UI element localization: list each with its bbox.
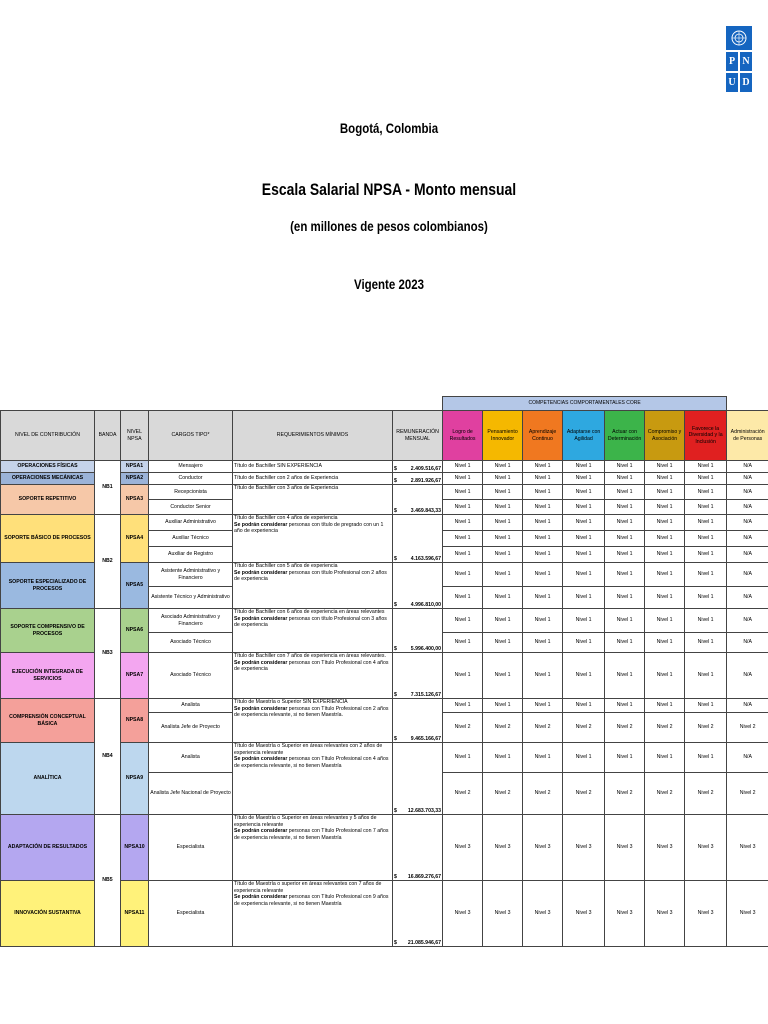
requirement-line: personas con Título Profesional con 7 años de experiencia relevante, si no tienen Maestría [234,828,389,841]
category-cell: ADAPTACIÓN DE RESULTADOS [1,815,95,881]
level-cell: Nivel 3 [443,881,483,947]
requirement-cell [233,515,393,563]
requirement-line: Título de Bachiller con 4 años de experiencia [234,515,338,521]
level-cell: Nivel 1 [685,699,727,713]
currency-symbol: $ [394,645,397,652]
level-cell: Nivel 3 [483,815,523,881]
requirement-line: personas con Título Profesional con 4 años de experiencia relevante, si no tienen Maestría [234,756,389,769]
level-cell: Nivel 3 [645,815,685,881]
category-cell: SOPORTE REPETITIVO [1,485,95,515]
level-cell: Nivel 1 [685,500,727,515]
header-group-row [1,397,768,411]
requirement-line: personas con título de pregrado con un 1 año de experiencia [234,521,384,534]
level-cell: N/A [727,531,768,547]
level-cell: Nivel 1 [483,743,523,773]
level-cell: Nivel 1 [443,587,483,609]
logo-letter: D [740,73,752,92]
position-cell: Especialista [149,815,233,881]
level-cell: Nivel 1 [483,587,523,609]
level-cell: N/A [727,609,768,633]
competency-header: Actuar con Determinación [605,411,645,461]
requirement-line: personas con Título Profesional con 4 años de experiencia [234,659,389,672]
salary-cell [393,485,443,515]
currency-symbol: $ [394,691,397,698]
level-cell: Nivel 1 [645,485,685,500]
salary-cell [393,743,443,815]
level-cell: Nivel 2 [523,773,563,815]
level-cell: Nivel 1 [605,485,645,500]
level-cell: Nivel 1 [443,609,483,633]
position-cell: Auxiliar Administrativo [149,515,233,531]
level-cell: Nivel 1 [563,609,605,633]
npsa-cell: NPSA7 [121,653,149,699]
npsa-cell: NPSA3 [121,485,149,515]
level-cell: Nivel 3 [685,815,727,881]
level-cell: Nivel 1 [523,633,563,653]
salary-value: 5.996.400,00 [410,645,442,652]
requirement-line: Título de Bachiller con 7 años de experiencia en áreas relevantes. [234,653,386,659]
salary-scale-table [0,396,768,947]
requirement-emphasis: Se podrán considerar [234,894,288,900]
currency-symbol: $ [394,477,397,484]
requirement-line: personas con título Profesional con 3 años de experiencia [234,615,387,628]
npsa-cell: NPSA2 [121,473,149,485]
requirement-emphasis: Se podrán considerar [234,659,288,666]
level-cell: Nivel 1 [483,461,523,473]
level-cell: N/A [727,633,768,653]
position-cell: Auxiliar Técnico [149,531,233,547]
competency-header: Administración de Personas [727,411,768,461]
requirement-cell [233,563,393,609]
table-row [1,609,768,633]
level-cell: Nivel 2 [443,713,483,743]
level-cell: Nivel 1 [443,699,483,713]
level-cell: N/A [727,699,768,713]
level-cell: N/A [727,461,768,473]
level-cell: Nivel 1 [483,515,523,531]
competency-header: Aprendizaje Continuo [523,411,563,461]
pnud-logo [726,26,752,136]
salary-value: 7.315.126,67 [410,691,442,698]
page-title: Escala Salarial NPSA - Monto mensual [261,180,517,199]
level-cell: Nivel 1 [523,743,563,773]
npsa-cell: NPSA11 [121,881,149,947]
requirement-line: Título de Maestría o Superior SIN EXPERIENCIA [234,699,348,705]
position-cell: Asistente Técnico y Administrativo [149,587,233,609]
level-cell: Nivel 1 [523,485,563,500]
level-cell: Nivel 3 [605,815,645,881]
table-row [1,515,768,531]
level-cell: Nivel 2 [483,773,523,815]
category-cell: OPERACIONES MECÁNICAS [1,473,95,485]
requirement-cell: Título de Bachiller con 3 años de Experiencia [233,485,393,515]
requirement-line: Título de Bachiller con 6 años de experiencia en áreas relevantes [234,609,385,615]
salary-cell [393,815,443,881]
salary-cell [393,609,443,653]
col-header: NIVEL NPSA [121,411,149,461]
level-cell: Nivel 1 [685,587,727,609]
position-cell: Asociado Técnico [149,653,233,699]
competencies-group-header: COMPETENCIAS COMPORTAMENTALES CORE [443,397,727,411]
level-cell: Nivel 1 [483,609,523,633]
level-cell: Nivel 2 [727,713,768,743]
position-cell: Asociado Técnico [149,633,233,653]
level-cell: Nivel 2 [605,773,645,815]
level-cell: Nivel 3 [483,881,523,947]
level-cell: Nivel 1 [443,531,483,547]
salary-value: 3.469.843,33 [410,507,442,514]
level-cell: Nivel 1 [645,531,685,547]
level-cell: Nivel 1 [645,699,685,713]
position-cell: Recepcionista [149,485,233,500]
position-cell: Analista [149,743,233,773]
position-cell: Analista Jefe de Proyecto [149,713,233,743]
page-subtitle: (en millones de pesos colombianos) [290,218,488,234]
level-cell: Nivel 1 [563,500,605,515]
position-cell: Mensajero [149,461,233,473]
level-cell: Nivel 1 [605,743,645,773]
logo-letter: U [726,73,738,92]
position-cell: Asistente Administrativo y Financiero [149,563,233,587]
level-cell: Nivel 1 [605,587,645,609]
level-cell: Nivel 1 [523,531,563,547]
requirement-line: Título de Maestría o superior en áreas relevantes con 7 años de experiencia relevante [234,881,382,894]
salary-value: 16.869.276,67 [407,873,442,880]
level-cell: Nivel 1 [523,587,563,609]
city-heading: Bogotá, Colombia [339,120,439,136]
npsa-cell: NPSA4 [121,515,149,563]
band-cell: NB5 [95,815,121,947]
npsa-cell: NPSA5 [121,563,149,609]
level-cell: Nivel 2 [685,773,727,815]
requirement-line: Título de Maestría o Superior en áreas relevantes y 5 años de experiencia relevante [234,815,377,828]
salary-value: 2.891.926,67 [410,477,442,484]
level-cell: Nivel 1 [483,699,523,713]
level-cell: Nivel 1 [685,473,727,485]
level-cell: Nivel 1 [443,743,483,773]
logo-letter: P [726,52,738,71]
level-cell: N/A [727,485,768,500]
level-cell: Nivel 1 [563,461,605,473]
requirement-emphasis: Se podrán considerar [234,705,288,712]
competency-header: Favorece la Diversidad y la Inclusión [685,411,727,461]
competency-header: Pensamiento Innovador [483,411,523,461]
table-row [1,461,768,473]
col-header: NIVEL DE CONTRIBUCIÓN [1,411,95,461]
category-cell: SOPORTE COMPRENSIVO DE PROCESOS [1,609,95,653]
level-cell: N/A [727,563,768,587]
requirement-cell [233,743,393,815]
level-cell: Nivel 1 [523,699,563,713]
salary-cell [393,563,443,609]
category-cell: COMPRENSIÓN CONCEPTUAL BÁSICA [1,699,95,743]
level-cell: Nivel 1 [523,653,563,699]
level-cell: N/A [727,587,768,609]
currency-symbol: $ [394,507,397,514]
level-cell: Nivel 3 [443,815,483,881]
position-cell: Especialista [149,881,233,947]
salary-value: 4.996.810,00 [410,601,442,608]
requirement-line: Título de Bachiller con 5 años de experiencia [234,563,338,569]
requirement-cell [233,653,393,699]
level-cell: Nivel 1 [605,653,645,699]
level-cell: Nivel 1 [685,461,727,473]
level-cell: Nivel 1 [685,653,727,699]
band-cell: NB2 [95,515,121,609]
category-cell: EJECUCIÓN INTEGRADA DE SERVICIOS [1,653,95,699]
table-row [1,699,768,713]
level-cell: Nivel 1 [563,743,605,773]
band-cell: NB1 [95,461,121,515]
level-cell: Nivel 3 [563,881,605,947]
level-cell: Nivel 1 [563,633,605,653]
level-cell: Nivel 1 [645,500,685,515]
salary-cell [393,881,443,947]
col-header: REQUERIMIENTOS MÍNIMOS [233,411,393,461]
level-cell: N/A [727,547,768,563]
salary-value: 4.163.596,67 [410,555,442,562]
requirement-cell [233,699,393,743]
competency-header: Logro de Resultados [443,411,483,461]
requirement-emphasis: Se podrán considerar [234,828,288,834]
level-cell: Nivel 1 [685,633,727,653]
level-cell: Nivel 1 [645,653,685,699]
currency-symbol: $ [394,873,397,880]
level-cell: Nivel 1 [523,547,563,563]
level-cell: Nivel 1 [523,563,563,587]
level-cell: Nivel 3 [685,881,727,947]
level-cell: Nivel 1 [443,515,483,531]
level-cell: Nivel 1 [685,531,727,547]
requirement-line: personas con título Profesional con 2 años de experiencia [234,569,387,582]
level-cell: Nivel 2 [727,773,768,815]
level-cell: Nivel 1 [563,563,605,587]
position-cell: Auxiliar de Registro [149,547,233,563]
competency-header: Compromiso y Asociación [645,411,685,461]
level-cell: N/A [727,500,768,515]
level-cell: Nivel 1 [483,500,523,515]
level-cell: Nivel 1 [523,473,563,485]
level-cell: Nivel 1 [483,547,523,563]
level-cell: Nivel 1 [563,531,605,547]
requirement-cell [233,881,393,947]
level-cell: Nivel 1 [483,473,523,485]
salary-value: 9.465.166,67 [410,735,442,742]
position-cell: Conductor [149,473,233,485]
level-cell: Nivel 2 [685,713,727,743]
level-cell: Nivel 1 [685,547,727,563]
level-cell: Nivel 3 [645,881,685,947]
position-cell: Asociado Administrativo y Financiero [149,609,233,633]
requirement-emphasis: Se podrán considerar [234,756,288,762]
salary-value: 21.085.946,67 [407,939,442,946]
level-cell: Nivel 1 [605,531,645,547]
requirement-emphasis: Se podrán considerar [234,615,288,622]
level-cell: Nivel 1 [523,609,563,633]
level-cell: Nivel 1 [605,609,645,633]
requirement-line: personas con Título Profesional con 9 años de experiencia relevante, si no tienen Maestría [234,894,389,907]
col-header: CARGOS TIPO* [149,411,233,461]
level-cell: Nivel 1 [443,500,483,515]
category-cell: SOPORTE ESPECIALIZADO DE PROCESOS [1,563,95,609]
level-cell: Nivel 1 [443,461,483,473]
level-cell: Nivel 2 [645,773,685,815]
salary-value: 2.409.516,67 [410,465,442,472]
requirement-line: Título de Maestría o Superior en áreas relevantes con 2 años de experiencia relevante [234,743,383,756]
col-header: BANDA [95,411,121,461]
level-cell: Nivel 1 [645,633,685,653]
level-cell: Nivel 1 [685,563,727,587]
logo-letter: N [740,52,752,71]
category-cell: INNOVACIÓN SUSTANTIVA [1,881,95,947]
level-cell: Nivel 1 [563,547,605,563]
level-cell: Nivel 1 [443,563,483,587]
level-cell: Nivel 1 [645,609,685,633]
level-cell: Nivel 1 [645,547,685,563]
level-cell: Nivel 1 [483,563,523,587]
category-cell: OPERACIONES FÍSICAS [1,461,95,473]
table-row [1,815,768,881]
level-cell: Nivel 1 [443,633,483,653]
level-cell: Nivel 1 [645,587,685,609]
level-cell: Nivel 3 [523,815,563,881]
level-cell: Nivel 1 [685,743,727,773]
level-cell: N/A [727,653,768,699]
level-cell: Nivel 2 [645,713,685,743]
level-cell: Nivel 1 [563,473,605,485]
level-cell: Nivel 1 [605,515,645,531]
level-cell: Nivel 1 [483,485,523,500]
level-cell: Nivel 3 [727,881,768,947]
npsa-cell: NPSA9 [121,743,149,815]
npsa-cell: NPSA1 [121,461,149,473]
level-cell: Nivel 2 [563,713,605,743]
level-cell: Nivel 2 [605,713,645,743]
currency-symbol: $ [394,601,397,608]
requirement-cell: Título de Bachiller con 2 años de Experiencia [233,473,393,485]
level-cell: N/A [727,515,768,531]
col-header: REMUNERACIÓN MENSUAL [393,411,443,461]
competency-header: Adaptarse con Agilidad [563,411,605,461]
level-cell: Nivel 1 [605,461,645,473]
salary-value: 12.683.703,33 [407,807,442,814]
un-emblem-icon [726,26,752,50]
level-cell: Nivel 3 [727,815,768,881]
level-cell: Nivel 1 [563,515,605,531]
currency-symbol: $ [394,465,397,472]
level-cell: Nivel 1 [563,699,605,713]
level-cell: Nivel 1 [563,653,605,699]
level-cell: Nivel 2 [563,773,605,815]
currency-symbol: $ [394,939,397,946]
currency-symbol: $ [394,807,397,814]
salary-cell [393,699,443,743]
npsa-cell: NPSA8 [121,699,149,743]
level-cell: Nivel 1 [685,485,727,500]
requirement-cell: Título de Bachiller SIN EXPERIENCIA [233,461,393,473]
level-cell: Nivel 1 [443,547,483,563]
level-cell: Nivel 1 [685,515,727,531]
level-cell: Nivel 3 [605,881,645,947]
band-cell: NB3 [95,609,121,699]
level-cell: Nivel 1 [523,500,563,515]
position-cell: Conductor Senior [149,500,233,515]
salary-cell [393,461,443,473]
requirement-emphasis: Se podrán considerar [234,569,288,576]
level-cell: Nivel 1 [483,633,523,653]
level-cell: Nivel 3 [563,815,605,881]
level-cell: Nivel 1 [645,461,685,473]
level-cell: Nivel 1 [483,531,523,547]
level-cell: Nivel 1 [605,699,645,713]
level-cell: Nivel 2 [483,713,523,743]
level-cell: Nivel 1 [685,609,727,633]
level-cell: Nivel 1 [605,563,645,587]
currency-symbol: $ [394,735,397,742]
level-cell: Nivel 1 [645,473,685,485]
requirement-emphasis: Se podrán considerar [234,521,288,528]
requirement-cell [233,609,393,653]
level-cell: Nivel 1 [443,485,483,500]
level-cell: Nivel 1 [523,461,563,473]
level-cell: Nivel 1 [443,653,483,699]
level-cell: Nivel 1 [563,587,605,609]
npsa-cell: NPSA10 [121,815,149,881]
level-cell: Nivel 1 [605,500,645,515]
npsa-cell: NPSA6 [121,609,149,653]
position-cell: Analista Jefe Nacional de Proyecto [149,773,233,815]
band-cell: NB4 [95,699,121,815]
position-cell: Analista [149,699,233,713]
level-cell: Nivel 1 [645,563,685,587]
header-row [1,411,768,461]
level-cell: Nivel 1 [605,633,645,653]
level-cell: N/A [727,743,768,773]
currency-symbol: $ [394,555,397,562]
level-cell: Nivel 1 [443,473,483,485]
level-cell: Nivel 3 [523,881,563,947]
level-cell: Nivel 1 [483,653,523,699]
level-cell: N/A [727,473,768,485]
salary-cell [393,515,443,563]
category-cell: ANALÍTICA [1,743,95,815]
validity-heading: Vigente 2023 [353,276,424,292]
requirement-line: personas con Título Profesional con 2 años de experiencia relevante, si no tienen Maestría. [234,705,389,718]
salary-cell [393,653,443,699]
level-cell: Nivel 1 [645,515,685,531]
level-cell: Nivel 1 [645,743,685,773]
level-cell: Nivel 2 [523,713,563,743]
level-cell: Nivel 1 [605,473,645,485]
level-cell: Nivel 1 [605,547,645,563]
level-cell: Nivel 1 [563,485,605,500]
level-cell: Nivel 1 [523,515,563,531]
level-cell: Nivel 2 [443,773,483,815]
requirement-cell [233,815,393,881]
salary-cell [393,473,443,485]
category-cell: SOPORTE BÁSICO DE PROCESOS [1,515,95,563]
